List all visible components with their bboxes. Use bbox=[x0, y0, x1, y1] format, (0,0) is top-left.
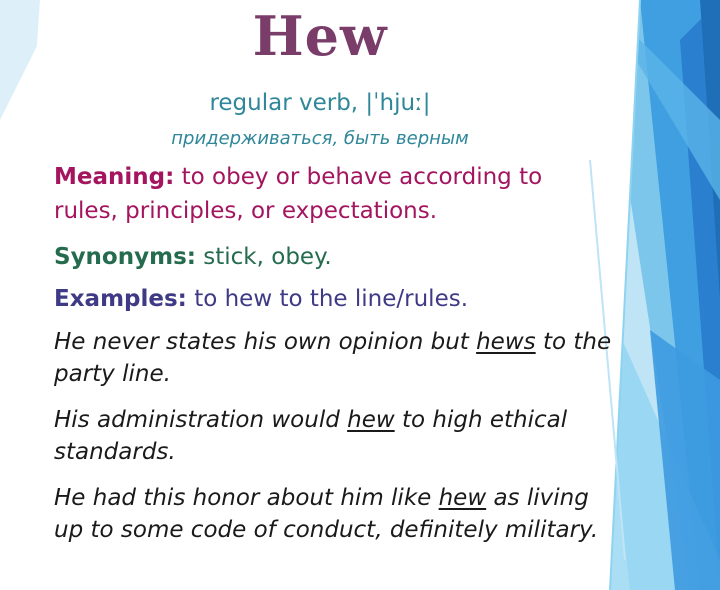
example-text: as living up to some code of conduct, definitely military. bbox=[54, 485, 599, 543]
examples-label: Examples: bbox=[54, 286, 187, 312]
examples-text: to hew to the line/rules. bbox=[194, 286, 469, 312]
example-sentence bbox=[54, 326, 614, 390]
translation: придерживаться, быть верным bbox=[171, 128, 469, 149]
page-title: Hew bbox=[252, 4, 388, 68]
highlighted-word: hew bbox=[438, 485, 487, 511]
examples-section bbox=[54, 282, 594, 316]
synonyms-label: Synonyms: bbox=[54, 244, 196, 270]
example-text: He had this honor about him like bbox=[54, 485, 439, 511]
highlighted-word: hews bbox=[476, 329, 536, 355]
example-text: He never states his own opinion but bbox=[54, 329, 477, 355]
pronunciation: regular verb, |ˈhjuː| bbox=[209, 90, 431, 116]
example-text: His administration would bbox=[54, 407, 348, 433]
example-text: to high ethical standards. bbox=[54, 407, 568, 465]
example-sentence bbox=[54, 404, 614, 468]
synonyms-section bbox=[54, 240, 594, 274]
meaning-text: to obey or behave according to rules, principles, or expectations. bbox=[54, 164, 543, 224]
highlighted-word: hew bbox=[347, 407, 395, 433]
meaning-section bbox=[54, 160, 594, 228]
example-text: to the party line. bbox=[54, 329, 612, 387]
synonyms-text: stick, obey. bbox=[203, 244, 332, 270]
example-sentence bbox=[54, 482, 614, 546]
meaning-label: Meaning: bbox=[54, 164, 175, 190]
